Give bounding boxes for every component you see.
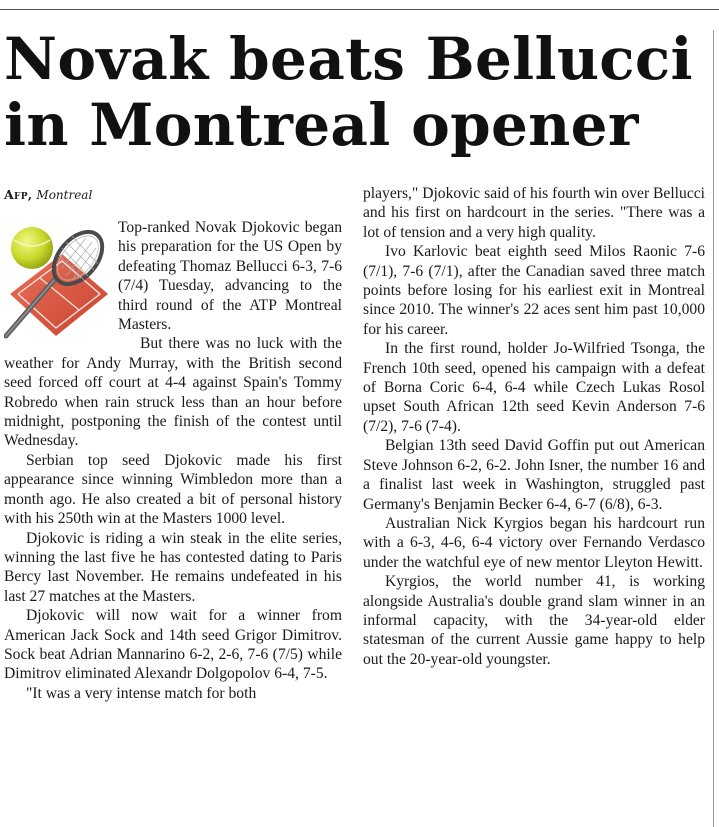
right-paragraph-6: Kyrgios, the world number 41, is working alongside Australia's double grand slam winner in an informal capacity, with the 34-year-old elder statesman of the current Aussie game happy to help out the 20-year-old youngster. <box>363 573 705 668</box>
byline-agency: Afp, <box>4 187 33 202</box>
byline-spacer <box>4 184 342 218</box>
right-paragraph-3: In the first round, holder Jo-Wilfried Tsonga, the French 10th seed, opened his campaign with a defeat of Borna Coric 6-4, 6-4 while Czech Lukas Rosol upset South African 12th seed Kevin Anderson 7-6 (7/2), 7-6 (7-4). <box>363 340 705 435</box>
tennis-icon <box>4 218 114 341</box>
left-paragraph-4: Djokovic is riding a win steak in the elite series, winning the last five he has contested dating to Paris Bercy last November. He remains undefeated in his last 27 matches at the Masters. <box>4 529 342 605</box>
article-column-left <box>4 184 342 703</box>
headline-line-1: Novak beats Bellucci <box>4 25 693 93</box>
left-paragraph-6: "It was a very intense match for both <box>26 684 257 702</box>
right-paragraph-5: Australian Nick Kyrgios began his hardcourt run with a 6-3, 4-6, 6-4 victory over Fernando Verdasco under the watchful eye of new mentor Lleyton Hewitt. <box>363 514 705 571</box>
right-paragraph-2: Ivo Karlovic beat eighth seed Milos Raonic 7-6 (7/1), 7-6 (7/1), after the Canadian saved three match points before losing for his earliest exit in Montreal since 2010. The winner's 22 aces sent him past 10,000 for his career. <box>363 243 705 338</box>
top-rule <box>0 9 719 10</box>
article-column-right <box>363 184 705 669</box>
left-paragraph-5: Djokovic will now wait for a winner from American Jack Sock and 14th seed Grigor Dimitrov. Sock beat Adrian Mannarino 6-2, 2-6, 7-6 (7/5) while Dimitrov eliminated Alexandr Dolgopolov 6-4, 7-5. <box>4 607 342 683</box>
headline <box>4 26 710 158</box>
right-paragraph-1: players," Djokovic said of his fourth win over Bellucci and his first on hardcourt in the series. "There was a lot of tension and a very high quality. <box>363 185 705 241</box>
headline-line-2: in Montreal opener <box>4 91 639 159</box>
byline-place: Montreal <box>36 188 93 202</box>
right-paragraph-4: Belgian 13th seed David Goffin put out American Steve Johnson 6-2, 6-2. John Isner, the number 16 and a finalist last week in Washington, struggled past Germany's Benjamin Becker 6-4, 6-7 (6/8), 6-3. <box>363 437 705 513</box>
left-paragraph-3: Serbian top seed Djokovic made his first appearance since winning Wimbledon more than a month ago. He also created a bit of personal history with his 250th win at the Masters 1000 level. <box>4 451 342 528</box>
left-paragraph-2: But there was no luck with the weather for Andy Murray, with the British second seed forced off court at 4-4 against Spain's Tommy Robredo when rain struck less than an hour before midnight, postponing the finish of the contest until Wednesday. <box>4 335 342 450</box>
left-paragraph-1: Top-ranked Novak Djokovic began his preparation for the US Open by defeating Thomaz Bellucci 6-3, 7-6 (7/4) Tuesday, advancing to the third round of the ATP Montreal Masters. <box>118 219 342 334</box>
column-rule <box>713 30 714 827</box>
